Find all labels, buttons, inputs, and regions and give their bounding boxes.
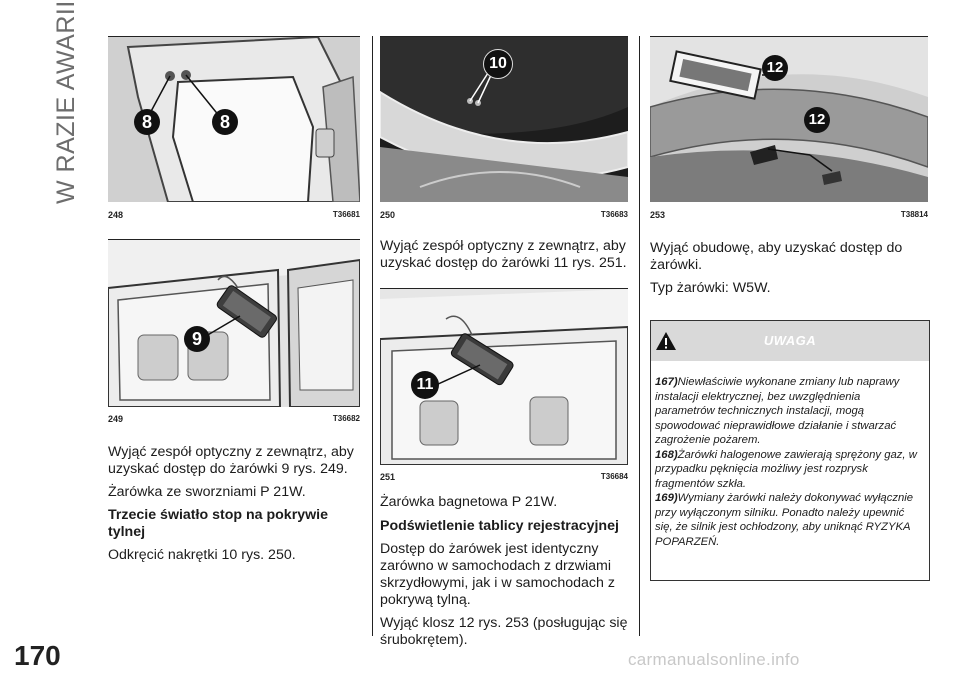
figure-251 [380,289,628,465]
column-divider-2 [639,36,640,636]
paragraph: Wyjąć zespół optyczny z zewnątrz, aby uzyskać dostęp do żarówki 9 rys. 249. [108,444,354,477]
figure-code: T36684 [600,472,628,481]
warning-header [651,321,929,361]
figure-code: T36682 [332,414,360,423]
warning-item-text: Wymiany żarówki należy dokonywać wyłącznie przy wyłączonym silniku. Ponadto należy upewnić się, że silnik jest ochłodzony, aby uniknąć RYZYKA POPARZEŃ. [655,492,914,548]
paragraph: Wyjąć klosz 12 rys. 253 (posługując się śrubokrętem). [380,615,628,648]
warning-item-number: 167) [655,376,678,388]
warning-item-number: 168) [655,448,678,461]
warning-item [655,491,923,549]
column-divider-1 [372,36,373,636]
figure-249 [108,240,360,407]
paragraph: Typ żarówki: W5W. [650,280,771,296]
figure-248 [108,37,360,202]
section-heading: Podświetlenie tablicy rejestracyjnej [380,518,619,534]
paragraph: Wyjąć obudowę, aby uzyskać dostęp do żarówki. [650,240,903,273]
paragraph: Żarówka ze sworzniami P 21W. [108,484,306,500]
paragraph: Żarówka bagnetowa P 21W. [380,494,558,510]
warning-box [650,320,930,581]
callout-8b: 8 [212,109,238,135]
figure-number: 251 [380,472,396,482]
column-1-text [108,444,364,564]
warning-item-number: 169) [655,492,678,504]
callout-8a: 8 [134,109,160,135]
callout-12a: 12 [762,55,788,81]
watermark: carmanualsonline.info [628,650,800,669]
callout-12b: 12 [804,107,830,133]
figure-number: 253 [650,210,666,220]
column-2-text [380,494,634,649]
warning-item-text: Niewłaściwie wykonane zmiany lub naprawy instalacji elektrycznej, bez uwzględnienia parametrów technicznych instalacji, mogą spowodować nieprawidłowe działanie i stwarzać zagrożenie pożarem. [655,376,900,446]
figure-code: T38814 [900,210,928,219]
paragraph: Odkręcić nakrętki 10 rys. 250. [108,547,296,563]
warning-item [655,448,923,492]
callout-9: 9 [184,326,210,352]
callout-11: 11 [411,371,439,399]
figure-code: T36683 [600,210,628,219]
figure-number: 250 [380,210,396,220]
paragraph: Wyjąć zespół optyczny z zewnątrz, aby uzyskać dostęp do żarówki 11 rys. 251. [380,238,627,271]
column-2-text-top [380,238,630,272]
warning-item-text: Żarówki halogenowe zawierają sprężony gaz, w przypadku pęknięcia możliwy jest rozprysk fragmentów szkła. [655,448,917,490]
warning-item [655,375,923,448]
figure-250 [380,37,628,202]
page-number: 170 [14,640,61,671]
warning-text [655,375,923,549]
figure-number: 249 [108,414,124,424]
section-heading: Trzecie światło stop na pokrywie tylnej [108,507,328,540]
warning-title: UWAGA [763,333,817,348]
figure-number: 248 [108,210,124,220]
figure-253 [650,37,928,202]
paragraph: Dostęp do żarówek jest identyczny zarówno w samochodach z drzwiami skrzydłowymi, jak i w samochodach z pokrywą tylną. [380,541,615,608]
column-3-text [650,240,920,297]
callout-10: 10 [483,49,513,79]
figure-code: T36681 [332,210,360,219]
